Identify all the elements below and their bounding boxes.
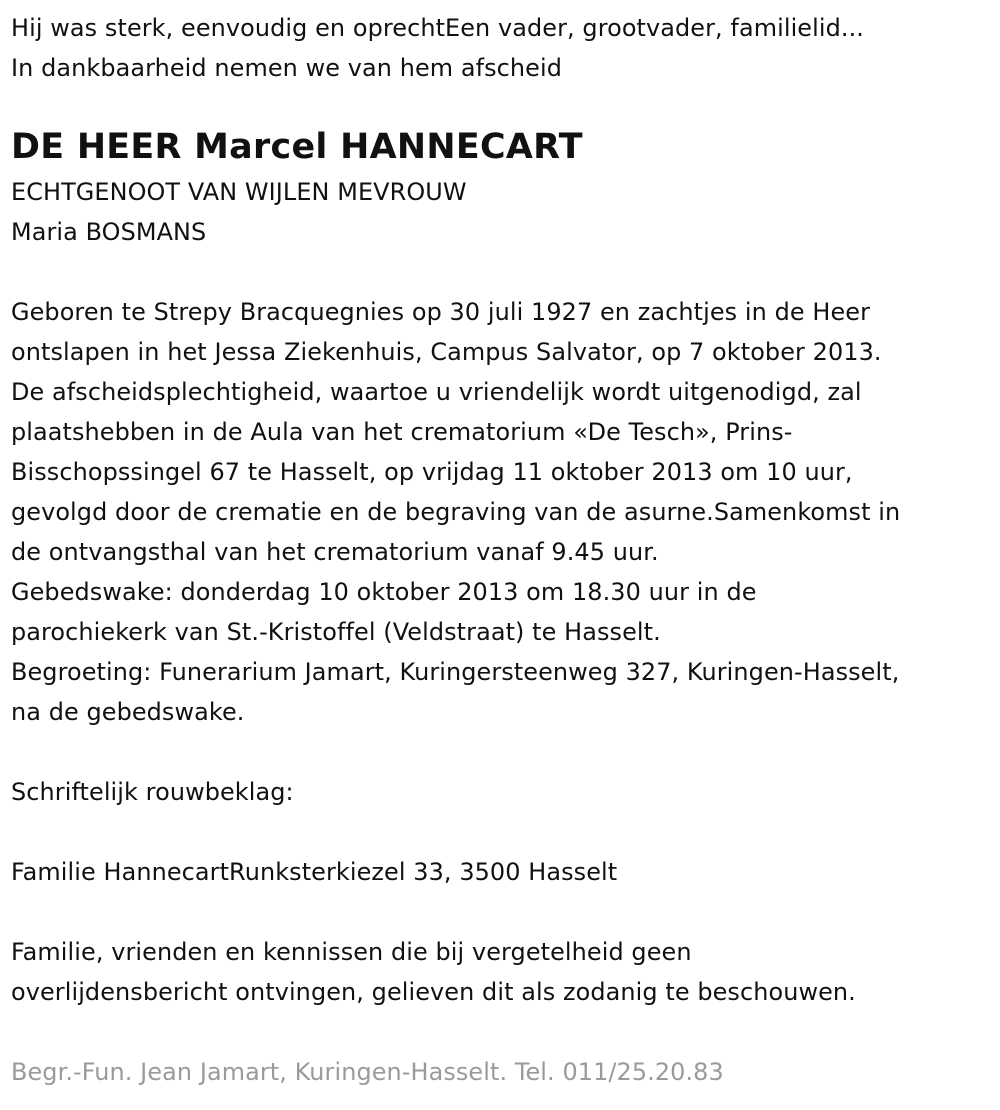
body-line: Gebedswake: donderdag 10 oktober 2013 om 18.30 uur in de	[11, 578, 757, 606]
spacer	[11, 252, 996, 292]
body-line: Begroeting: Funerarium Jamart, Kuringersteenweg 327, Kuringen-Hasselt,	[11, 658, 900, 686]
body-line: Geboren te Strepy Bracquegnies op 30 juli 1927 en zachtjes in de Heer	[11, 298, 871, 326]
body-line: na de gebedswake.	[11, 698, 245, 726]
body-line: De afscheidsplechtigheid, waartoe u vriendelijk wordt uitgenodigd, zal	[11, 378, 862, 406]
body-line: plaatshebben in de Aula van het crematorium «De Tesch», Prins-	[11, 418, 793, 446]
intro-line: Hij was sterk, eenvoudig en oprechtEen vader, grootvader, familielid...	[11, 14, 864, 42]
spacer	[11, 1012, 996, 1052]
body-line: Bisschopssingel 67 te Hasselt, op vrijdag 11 oktober 2013 om 10 uur,	[11, 458, 853, 486]
spacer	[11, 812, 996, 852]
spacer	[11, 892, 996, 932]
deceased-name: DE HEER Marcel HANNECART	[11, 127, 583, 167]
closing-line: overlijdensbericht ontvingen, gelieven dit als zodanig te beschouwen.	[11, 978, 856, 1006]
body-line: de ontvangsthal van het crematorium vanaf 9.45 uur.	[11, 538, 659, 566]
spouse-line: Maria BOSMANS	[11, 218, 207, 246]
condolence-address: Familie HannecartRunksterkiezel 33, 3500 Hasselt	[11, 858, 618, 886]
intro-line: In dankbaarheid nemen we van hem afscheid	[11, 54, 562, 82]
obituary-body	[11, 292, 996, 732]
body-line: parochiekerk van St.-Kristoffel (Veldstraat) te Hasselt.	[11, 618, 661, 646]
spacer	[11, 732, 996, 772]
body-line: gevolgd door de crematie en de begraving van de asurne.Samenkomst in	[11, 498, 901, 526]
body-line: ontslapen in het Jessa Ziekenhuis, Campus Salvator, op 7 oktober 2013.	[11, 338, 882, 366]
spouse-line: ECHTGENOOT VAN WIJLEN MEVROUW	[11, 178, 467, 206]
condolence-label: Schriftelijk rouwbeklag:	[11, 778, 294, 806]
funeral-home-footer: Begr.-Fun. Jean Jamart, Kuringen-Hasselt. Tel. 011/25.20.83	[11, 1058, 724, 1086]
obituary-notice	[11, 8, 996, 1092]
closing-line: Familie, vrienden en kennissen die bij vergetelheid geen	[11, 938, 692, 966]
